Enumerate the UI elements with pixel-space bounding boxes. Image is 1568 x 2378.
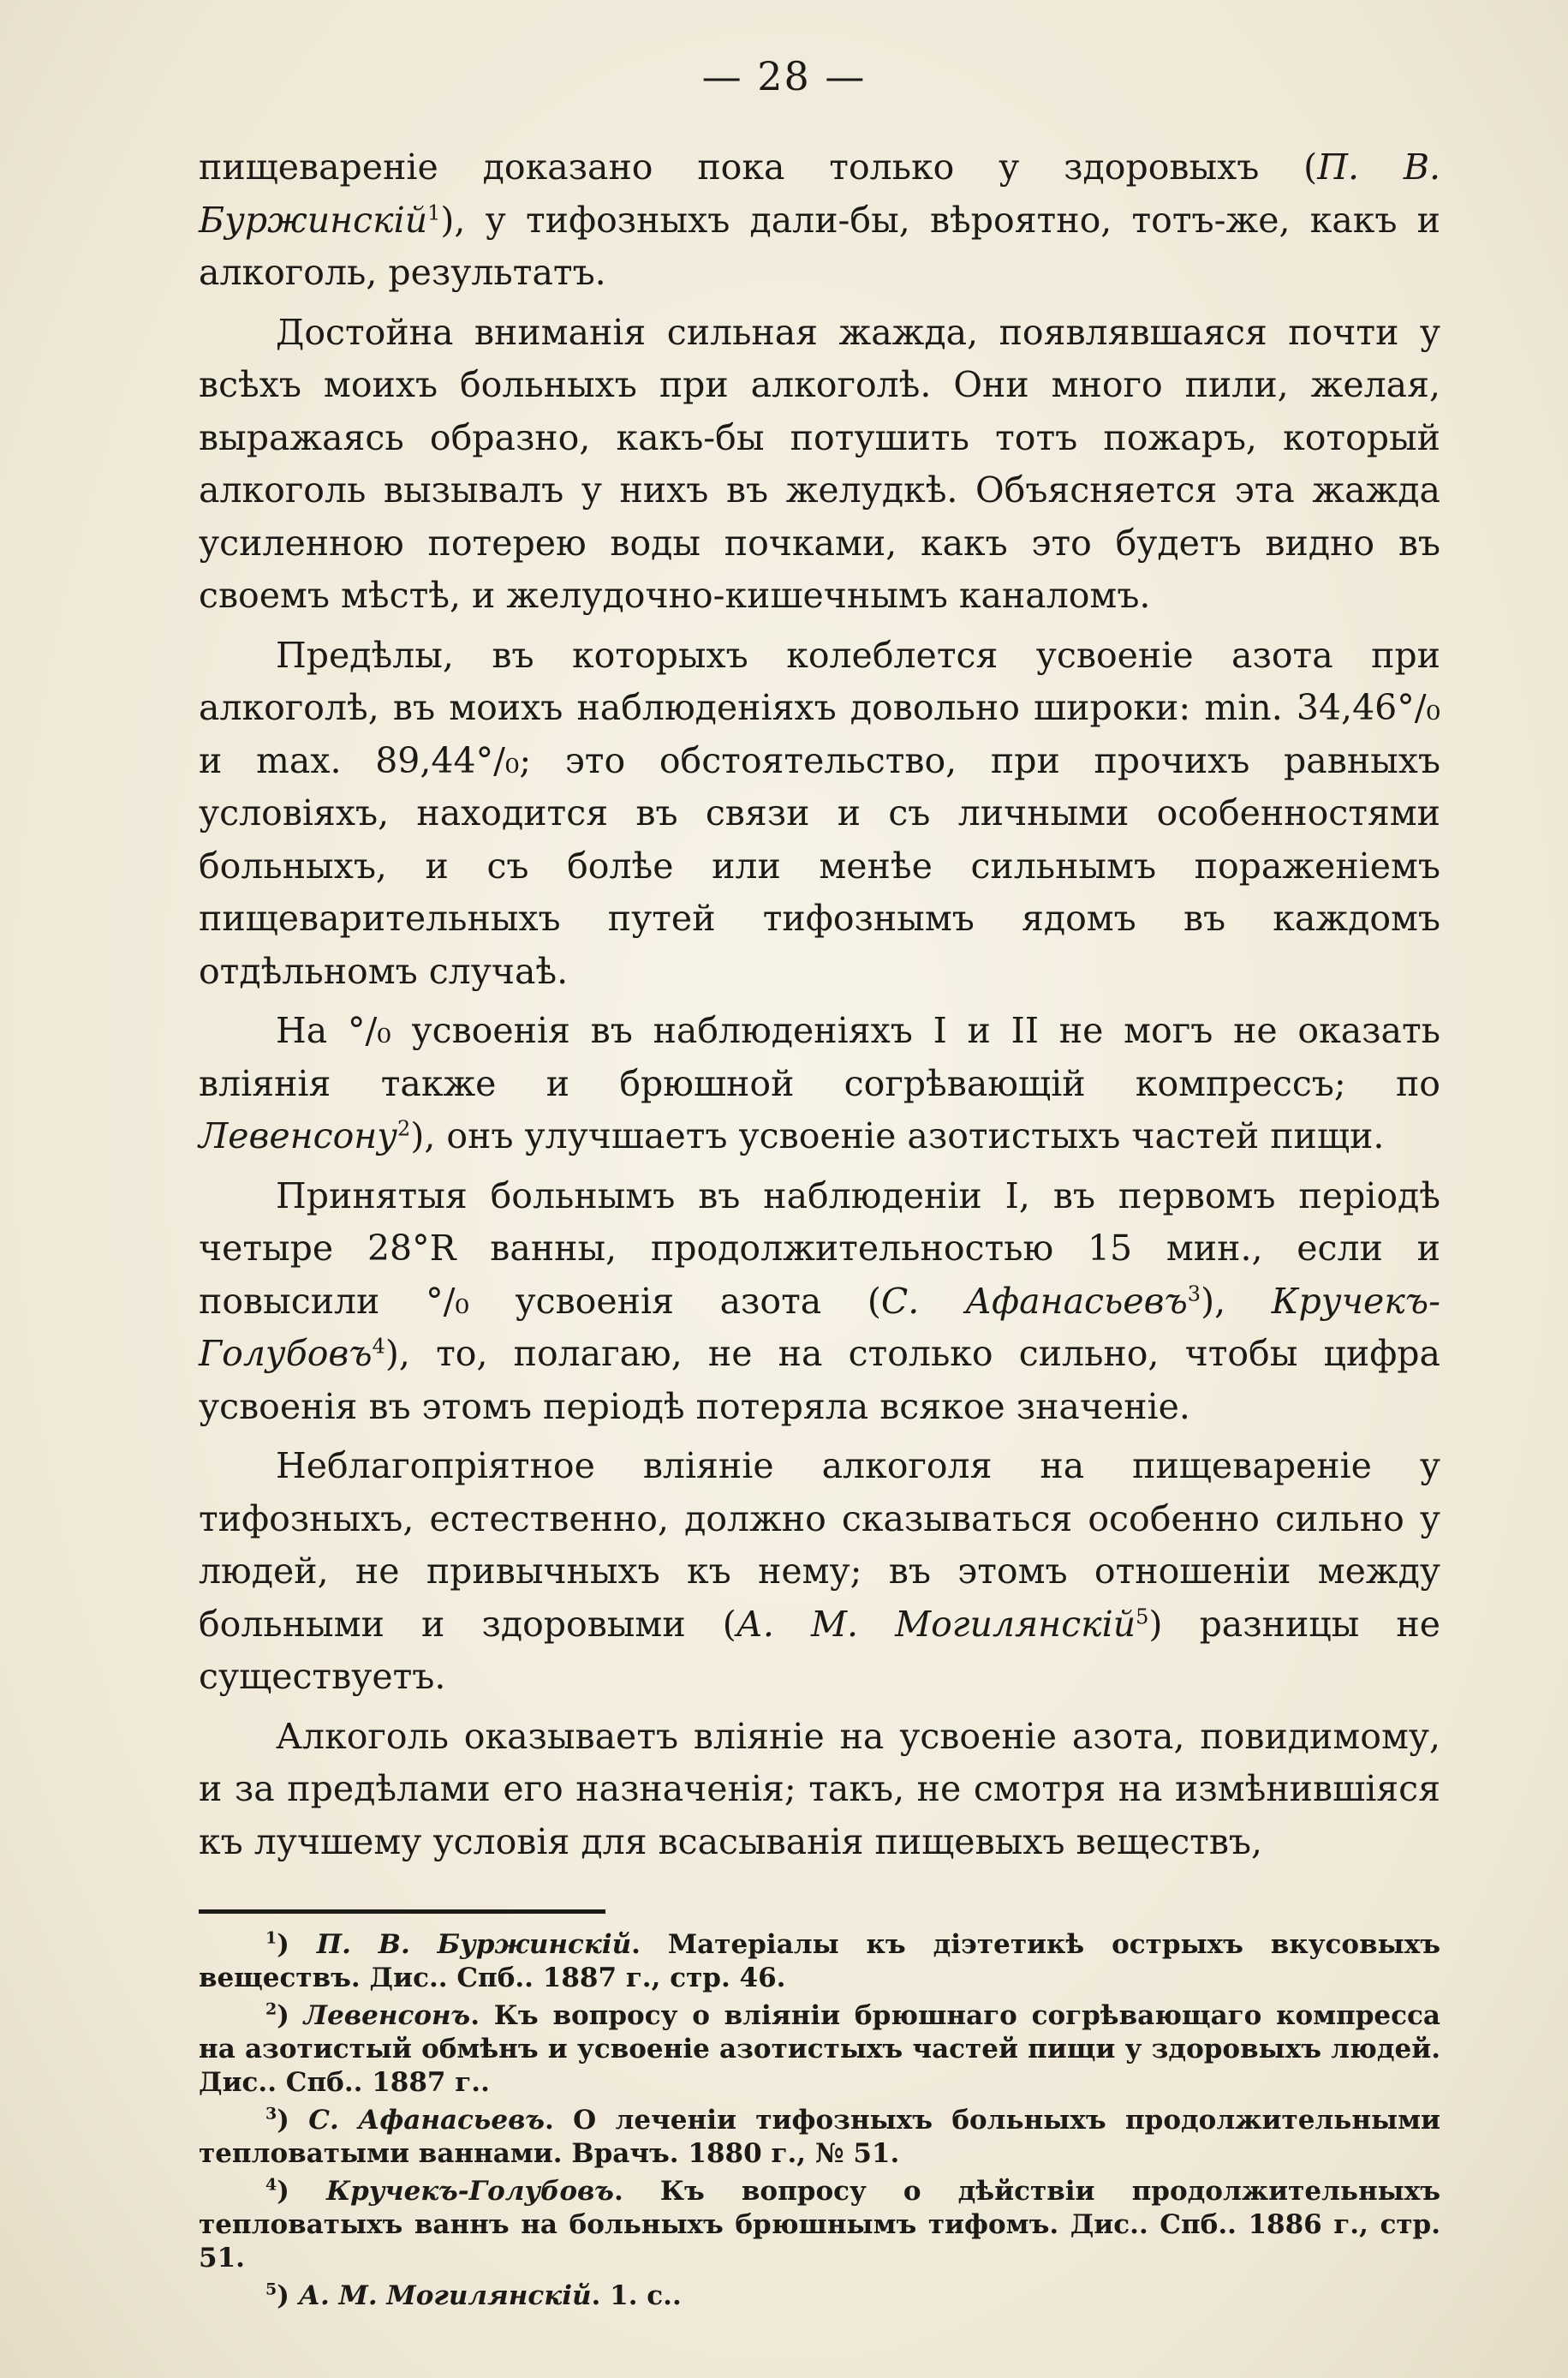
text-run: . Къ вопросу о дѣйствіи продолжительныхъ тепловатыхъ ваннъ на больныхъ брюшнымъ тифомъ. Дис.. Спб.. 1886 г., стр. 51. (199, 2176, 1440, 2273)
footnote-marker: 5 (1136, 1604, 1149, 1628)
paragraph (199, 1440, 1440, 1704)
footnote (199, 1928, 1440, 1995)
footnote (199, 1999, 1440, 2100)
footnote (199, 2104, 1440, 2171)
paragraph (199, 1005, 1440, 1163)
text-run: ), онъ улучшаетъ усвоеніе азотистыхъ частей пищи. (410, 1115, 1385, 1156)
paragraph (199, 1711, 1440, 1869)
paragraph (199, 630, 1440, 999)
text-run: Принятыя больнымъ въ наблюденіи I, въ первомъ періодѣ четыре 28°R ванны, продолжительностью 15 мин., если и повысили °/₀ усвоенія азота ( (199, 1174, 1440, 1322)
footnote-number: 3 (265, 2104, 277, 2124)
text-run: . 1. с.. (591, 2280, 682, 2311)
text-run: Достойна вниманія сильная жажда, появлявшаяся почти у всѣхъ моихъ больныхъ при алкоголѣ. Они много пили, желая, выражаясь образно, какъ-бы потушить тотъ пожаръ, который алкоголь вызывалъ у нихъ въ желудкѣ. Объясняется эта жажда усиленною потерею воды почками, какъ это будетъ видно въ своемъ мѣстѣ, и желудочно-кишечнымъ каналомъ. (199, 311, 1440, 616)
footnote-number: 4 (265, 2175, 277, 2195)
footnote-paren: ) (277, 2105, 309, 2136)
footnote-number: 2 (265, 1999, 277, 2019)
footnote (199, 2279, 1440, 2313)
cited-author: А. М. Могилянскій (736, 1603, 1136, 1645)
cited-author: Кручекъ-Голубовъ (199, 1280, 1440, 1374)
footnote-marker: 2 (397, 1116, 411, 1141)
text-run: ), то, полагаю, не на столько сильно, чтобы цифра усвоенія въ этомъ періодѣ потеряла всякое значеніе. (199, 1333, 1440, 1427)
text-run: ), у тифозныхъ дали-бы, вѣроятно, тотъ-же, какъ и алкоголь, результатъ. (199, 199, 1440, 293)
text-run: ) разницы не существуетъ. (199, 1603, 1440, 1697)
paragraph (199, 307, 1440, 623)
footnote-marker: 3 (1187, 1281, 1201, 1306)
cited-author: П. В. Буржинскій (199, 146, 1441, 241)
text-run: На °/₀ усвоенія въ наблюденіяхъ I и II не могъ не оказать вліянія также и брюшной согрѣвающій компрессъ; по (199, 1010, 1440, 1104)
footnote-separator (199, 1909, 605, 1914)
paragraph (199, 141, 1440, 300)
footnotes (199, 1928, 1440, 2317)
cited-author: Левенсонъ (303, 2000, 471, 2031)
cited-author: Левенсону (199, 1115, 398, 1156)
cited-author: С. Афанасьевъ (308, 2105, 546, 2136)
footnote-paren: ) (277, 2000, 304, 2031)
text-run: . О леченіи тифозныхъ больныхъ продолжительными тепловатыми ваннами. Врачъ. 1880 г., № 51. (199, 2105, 1441, 2169)
footnote (199, 2175, 1440, 2275)
text-run: . Къ вопросу о вліяніи брюшнаго согрѣвающаго компресса на азотистый обмѣнъ и усвоеніе азотистыхъ частей пищи у здоровыхъ людей. Дис.. Спб.. 1887 г.. (199, 2000, 1440, 2098)
text-run: ), (1201, 1280, 1272, 1322)
footnote-marker: 4 (372, 1334, 385, 1359)
footnote-marker: 1 (427, 200, 441, 224)
paragraph (199, 1170, 1440, 1434)
text-run: Неблагопріятное вліяніе алкоголя на пищевареніе у тифозныхъ, естественно, должно сказываться особенно сильно у людей, не привычныхъ къ нему; въ этомъ отношеніи между больными и здоровыми ( (199, 1445, 1440, 1645)
footnote-paren: ) (277, 1929, 317, 1960)
text-run: . Матеріалы къ діэтетикѣ острыхъ вкусовыхъ веществъ. Дис.. Спб.. 1887 г., стр. 46. (199, 1929, 1440, 1993)
main-text (199, 141, 1440, 1875)
page-number: — 28 — (701, 53, 867, 99)
cited-author: Кручекъ-Голубовъ (325, 2176, 614, 2207)
footnote-number: 5 (265, 2279, 277, 2299)
text-run: пищевареніе доказано пока только у здоровыхъ ( (199, 146, 1318, 188)
cited-author: А. М. Могилянскій (298, 2280, 592, 2311)
text-run: Предѣлы, въ которыхъ колеблется усвоеніе азота при алкоголѣ, въ моихъ наблюденіяхъ довольно широки: min. 34,46°/₀ и max. 89,44°/₀; это обстоятельство, при прочихъ равныхъ условіяхъ, находится въ связи и съ личными особенностями больныхъ, и съ болѣе или менѣе сильнымъ пораженіемъ пищеварительныхъ путей тифознымъ ядомъ въ каждомъ отдѣльномъ случаѣ. (199, 634, 1440, 992)
cited-author: П. В. Буржинскій (316, 1929, 632, 1960)
footnote-paren: ) (277, 2280, 299, 2311)
footnote-number: 1 (265, 1928, 277, 1948)
text-run: Алкоголь оказываетъ вліяніе на усвоеніе азота, повидимому, и за предѣлами его назначенія; такъ, не смотря на измѣнившіяся къ лучшему условія для всасыванія пищевыхъ веществъ, (199, 1715, 1440, 1862)
footnote-paren: ) (277, 2176, 326, 2207)
cited-author: С. Афанасьевъ (880, 1280, 1188, 1322)
